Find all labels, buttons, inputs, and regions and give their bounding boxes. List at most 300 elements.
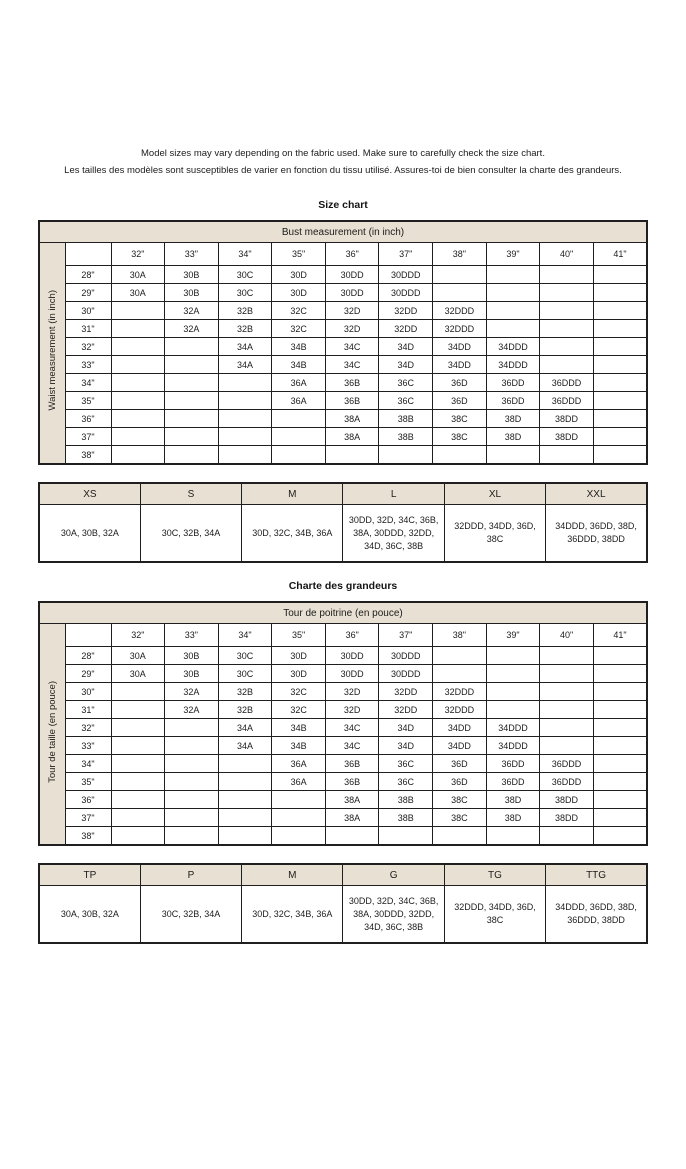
size-cell: [540, 719, 594, 737]
size-cell: 34DD: [433, 338, 487, 356]
size-cell: 32A: [165, 683, 219, 701]
letter-size-table-french: [38, 863, 648, 944]
size-cell: 32B: [218, 320, 272, 338]
size-cell: 34DDD: [486, 737, 540, 755]
size-cell: [433, 284, 487, 302]
size-cell: 30B: [165, 266, 219, 284]
matrix-row: [39, 683, 647, 701]
matrix-row: [39, 302, 647, 320]
size-cell: [218, 410, 272, 428]
size-cell: [111, 737, 165, 755]
size-cell: 38A: [325, 428, 379, 446]
size-cell: 34A: [218, 356, 272, 374]
column-header: 33": [165, 243, 219, 266]
letter-size-header: P: [140, 864, 241, 886]
size-cell: 30DDD: [379, 647, 433, 665]
matrix-axis-header: Bust measurement (in inch): [39, 221, 647, 243]
size-cell: [593, 374, 647, 392]
size-cell: 30DDD: [379, 665, 433, 683]
section-title-french: Charte des grandeurs: [288, 580, 398, 592]
size-cell: [111, 827, 165, 846]
column-header: 32": [111, 243, 165, 266]
size-cell: 36DD: [486, 392, 540, 410]
size-cell: 38A: [325, 809, 379, 827]
size-cell: [540, 647, 594, 665]
size-cell: [272, 827, 326, 846]
size-chart-page: [38, 145, 648, 944]
size-cell: [433, 446, 487, 465]
size-cell: 30A: [111, 665, 165, 683]
size-cell: [165, 755, 219, 773]
size-cell: 38DD: [540, 809, 594, 827]
size-cell: [165, 410, 219, 428]
size-cell: [593, 737, 647, 755]
size-cell: [593, 791, 647, 809]
matrix-row: [39, 827, 647, 846]
size-cell: [486, 446, 540, 465]
size-cell: 30DD: [325, 647, 379, 665]
column-header: 41": [593, 624, 647, 647]
matrix-header-row: [39, 221, 647, 243]
size-cell: [593, 809, 647, 827]
size-cell: 36DDD: [540, 773, 594, 791]
letter-size-values: 32DDD, 34DD, 36D, 38C: [444, 505, 545, 563]
row-label: 31": [65, 701, 111, 719]
size-cell: [593, 428, 647, 446]
matrix-row: [39, 701, 647, 719]
bust-waist-matrix-english: [38, 220, 648, 465]
section-title-english: Size chart: [318, 199, 368, 211]
size-cell: [540, 665, 594, 683]
size-cell: 30C: [218, 665, 272, 683]
size-cell: 36A: [272, 773, 326, 791]
size-cell: [272, 809, 326, 827]
row-label: 32": [65, 338, 111, 356]
size-cell: 32D: [325, 683, 379, 701]
size-cell: 34DD: [433, 719, 487, 737]
size-cell: 36C: [379, 773, 433, 791]
column-header: 41": [593, 243, 647, 266]
size-cell: [111, 320, 165, 338]
size-cell: [379, 446, 433, 465]
size-cell: [593, 701, 647, 719]
size-cell: [165, 446, 219, 465]
size-cell: 30B: [165, 647, 219, 665]
size-cell: 38A: [325, 791, 379, 809]
size-cell: [593, 827, 647, 846]
column-header: 37": [379, 624, 433, 647]
matrix-row: [39, 374, 647, 392]
size-cell: 34D: [379, 737, 433, 755]
size-cell: [433, 266, 487, 284]
size-cell: [218, 809, 272, 827]
column-header: 33": [165, 624, 219, 647]
size-cell: 30D: [272, 665, 326, 683]
matrix-row: [39, 755, 647, 773]
size-cell: 36DDD: [540, 755, 594, 773]
letter-size-values: 30DD, 32D, 34C, 36B, 38A, 30DDD, 32DD, 34D, 36C, 38B: [343, 505, 444, 563]
size-cell: [218, 791, 272, 809]
size-cell: 34A: [218, 338, 272, 356]
column-header: 36": [325, 243, 379, 266]
matrix-row: [39, 719, 647, 737]
size-cell: 34DDD: [486, 719, 540, 737]
size-cell: [165, 737, 219, 755]
column-header: 35": [272, 243, 326, 266]
size-cell: [486, 665, 540, 683]
size-cell: 34A: [218, 737, 272, 755]
column-header: 32": [111, 624, 165, 647]
matrix-side-header: [39, 243, 65, 465]
row-label: 30": [65, 302, 111, 320]
size-cell: 30A: [111, 284, 165, 302]
letter-header-row: [39, 864, 647, 886]
size-cell: [593, 392, 647, 410]
letter-size-header: XXL: [546, 483, 647, 505]
letter-size-header: S: [140, 483, 241, 505]
letter-size-header: TG: [444, 864, 545, 886]
size-cell: 36C: [379, 374, 433, 392]
size-cell: 32DD: [379, 701, 433, 719]
row-label: 35": [65, 392, 111, 410]
size-cell: [272, 428, 326, 446]
size-cell: 38A: [325, 410, 379, 428]
size-cell: 36A: [272, 374, 326, 392]
size-cell: [593, 719, 647, 737]
size-cell: 36C: [379, 755, 433, 773]
size-cell: [111, 374, 165, 392]
matrix-row: [39, 284, 647, 302]
corner-cell: [65, 243, 111, 266]
size-cell: 30DDD: [379, 284, 433, 302]
size-cell: 32DDD: [433, 701, 487, 719]
size-cell: [593, 410, 647, 428]
row-label: 37": [65, 809, 111, 827]
size-cell: 34D: [379, 338, 433, 356]
letter-size-values: 30C, 32B, 34A: [140, 505, 241, 563]
size-cell: 32DD: [379, 683, 433, 701]
size-cell: [540, 446, 594, 465]
size-cell: [486, 701, 540, 719]
size-cell: [165, 374, 219, 392]
size-cell: 38C: [433, 410, 487, 428]
row-label: 33": [65, 737, 111, 755]
letter-size-values: 34DDD, 36DD, 38D, 36DDD, 38DD: [546, 505, 647, 563]
size-cell: 32C: [272, 320, 326, 338]
size-cell: [165, 428, 219, 446]
letter-size-header: XL: [444, 483, 545, 505]
size-cell: 32D: [325, 320, 379, 338]
letter-size-values: 30A, 30B, 32A: [39, 886, 140, 944]
size-cell: [111, 791, 165, 809]
size-cell: 34DDD: [486, 338, 540, 356]
letter-header-row: [39, 483, 647, 505]
size-cell: [165, 338, 219, 356]
size-cell: 36B: [325, 773, 379, 791]
size-cell: 38D: [486, 410, 540, 428]
disclaimer-french: Les tailles des modèles sont susceptibles de varier en fonction du tissu utilisé. Assures-toi de bien consulter la charte des grandeurs.: [64, 165, 622, 176]
size-cell: 36A: [272, 392, 326, 410]
size-cell: 36B: [325, 392, 379, 410]
row-label: 36": [65, 410, 111, 428]
size-cell: 34C: [325, 356, 379, 374]
size-cell: 38C: [433, 791, 487, 809]
size-cell: [540, 683, 594, 701]
matrix-side-label: Tour de taille (en pouce): [46, 680, 58, 783]
size-cell: [218, 392, 272, 410]
size-cell: 30A: [111, 266, 165, 284]
size-cell: [111, 338, 165, 356]
size-cell: [540, 266, 594, 284]
size-cell: 34B: [272, 737, 326, 755]
size-cell: 36D: [433, 773, 487, 791]
letter-size-values: 30D, 32C, 34B, 36A: [242, 886, 343, 944]
size-cell: [486, 284, 540, 302]
size-cell: 36DD: [486, 755, 540, 773]
size-cell: 38D: [486, 791, 540, 809]
column-header: 36": [325, 624, 379, 647]
matrix-row: [39, 320, 647, 338]
matrix-row: [39, 266, 647, 284]
size-cell: [218, 446, 272, 465]
size-cell: 36DDD: [540, 392, 594, 410]
row-label: 35": [65, 773, 111, 791]
size-cell: [540, 737, 594, 755]
size-cell: [486, 320, 540, 338]
size-cell: [218, 374, 272, 392]
size-cell: 30D: [272, 266, 326, 284]
size-cell: [593, 284, 647, 302]
size-cell: [218, 755, 272, 773]
size-cell: [540, 320, 594, 338]
row-label: 38": [65, 827, 111, 846]
matrix-axis-header: Tour de poitrine (en pouce): [39, 602, 647, 624]
size-cell: 38B: [379, 428, 433, 446]
size-cell: [593, 302, 647, 320]
size-cell: 38DD: [540, 410, 594, 428]
size-cell: 38DD: [540, 428, 594, 446]
row-label: 32": [65, 719, 111, 737]
size-cell: 36B: [325, 755, 379, 773]
row-label: 38": [65, 446, 111, 465]
size-cell: 34C: [325, 338, 379, 356]
size-cell: 32A: [165, 701, 219, 719]
size-cell: [593, 665, 647, 683]
size-cell: [593, 338, 647, 356]
row-label: 29": [65, 665, 111, 683]
letter-size-values: 30D, 32C, 34B, 36A: [242, 505, 343, 563]
matrix-row: [39, 773, 647, 791]
size-cell: 32B: [218, 701, 272, 719]
size-cell: 32D: [325, 302, 379, 320]
size-cell: [111, 773, 165, 791]
letter-size-header: M: [242, 864, 343, 886]
size-cell: 32DD: [379, 320, 433, 338]
size-cell: 32A: [165, 302, 219, 320]
size-cell: [272, 446, 326, 465]
size-cell: 30DDD: [379, 266, 433, 284]
size-cell: [111, 446, 165, 465]
column-header: 38": [433, 624, 487, 647]
size-cell: [540, 302, 594, 320]
row-label: 30": [65, 683, 111, 701]
size-cell: 32DDD: [433, 302, 487, 320]
row-label: 29": [65, 284, 111, 302]
size-cell: [379, 827, 433, 846]
size-cell: [593, 320, 647, 338]
matrix-row: [39, 665, 647, 683]
size-cell: [325, 827, 379, 846]
size-cell: [540, 701, 594, 719]
size-cell: [111, 719, 165, 737]
letter-size-header: M: [242, 483, 343, 505]
size-cell: 30C: [218, 647, 272, 665]
size-cell: 32A: [165, 320, 219, 338]
letter-size-values: 34DDD, 36DD, 38D, 36DDD, 38DD: [546, 886, 647, 944]
size-cell: 36A: [272, 755, 326, 773]
size-cell: 36C: [379, 392, 433, 410]
size-cell: 38B: [379, 410, 433, 428]
size-cell: 36DD: [486, 374, 540, 392]
matrix-row: [39, 338, 647, 356]
column-header: 35": [272, 624, 326, 647]
size-cell: 32DD: [379, 302, 433, 320]
size-cell: [593, 683, 647, 701]
size-cell: [165, 392, 219, 410]
letter-size-header: TTG: [546, 864, 647, 886]
letter-size-header: G: [343, 864, 444, 886]
size-cell: 30B: [165, 665, 219, 683]
matrix-row: [39, 647, 647, 665]
size-cell: [486, 266, 540, 284]
letter-size-values: 30C, 32B, 34A: [140, 886, 241, 944]
row-label: 37": [65, 428, 111, 446]
size-cell: [165, 356, 219, 374]
size-cell: [111, 809, 165, 827]
size-cell: [165, 827, 219, 846]
size-cell: 34B: [272, 719, 326, 737]
row-label: 36": [65, 791, 111, 809]
letter-size-table-english: [38, 482, 648, 563]
row-label: 34": [65, 755, 111, 773]
size-cell: [165, 719, 219, 737]
size-cell: 32C: [272, 701, 326, 719]
size-cell: [540, 356, 594, 374]
size-cell: [540, 338, 594, 356]
size-cell: [486, 827, 540, 846]
size-cell: [433, 647, 487, 665]
size-cell: [540, 827, 594, 846]
fabric-disclaimer: [38, 145, 648, 179]
size-cell: 34C: [325, 719, 379, 737]
letter-values-row: [39, 886, 647, 944]
size-cell: 30A: [111, 647, 165, 665]
size-cell: 34DDD: [486, 356, 540, 374]
size-cell: 34DD: [433, 737, 487, 755]
matrix-row: [39, 446, 647, 465]
matrix-row: [39, 392, 647, 410]
size-cell: 32D: [325, 701, 379, 719]
size-cell: 38B: [379, 791, 433, 809]
size-cell: [218, 773, 272, 791]
letter-size-values: 32DDD, 34DD, 36D, 38C: [444, 886, 545, 944]
size-cell: 36D: [433, 392, 487, 410]
size-cell: 38B: [379, 809, 433, 827]
row-label: 34": [65, 374, 111, 392]
size-cell: [433, 827, 487, 846]
size-cell: 30C: [218, 284, 272, 302]
size-cell: 32B: [218, 302, 272, 320]
size-cell: 34C: [325, 737, 379, 755]
size-cell: 38DD: [540, 791, 594, 809]
size-cell: 30B: [165, 284, 219, 302]
size-cell: 32B: [218, 683, 272, 701]
size-cell: [218, 428, 272, 446]
size-cell: [272, 791, 326, 809]
row-label: 31": [65, 320, 111, 338]
matrix-side-header: [39, 624, 65, 846]
letter-size-values: 30DD, 32D, 34C, 36B, 38A, 30DDD, 32DD, 34D, 36C, 38B: [343, 886, 444, 944]
size-cell: 38C: [433, 809, 487, 827]
size-cell: 32C: [272, 302, 326, 320]
row-label: 33": [65, 356, 111, 374]
matrix-row: [39, 737, 647, 755]
size-cell: 30D: [272, 284, 326, 302]
matrix-row: [39, 809, 647, 827]
size-cell: [593, 773, 647, 791]
size-cell: [593, 266, 647, 284]
column-header: 40": [540, 624, 594, 647]
size-cell: [486, 683, 540, 701]
size-cell: [593, 446, 647, 465]
size-cell: 36B: [325, 374, 379, 392]
size-cell: [218, 827, 272, 846]
size-cell: 38D: [486, 428, 540, 446]
disclaimer-english: Model sizes may vary depending on the fabric used. Make sure to carefully check the size chart.: [141, 148, 545, 159]
letter-size-header: L: [343, 483, 444, 505]
size-cell: 36D: [433, 374, 487, 392]
matrix-row: [39, 356, 647, 374]
matrix-row: [39, 428, 647, 446]
size-cell: [272, 410, 326, 428]
matrix-header-row: [39, 602, 647, 624]
size-cell: 32DDD: [433, 320, 487, 338]
size-cell: 32DDD: [433, 683, 487, 701]
column-header: 38": [433, 243, 487, 266]
size-cell: [165, 773, 219, 791]
size-cell: [165, 791, 219, 809]
size-cell: 38C: [433, 428, 487, 446]
size-cell: 34DD: [433, 356, 487, 374]
size-cell: [111, 410, 165, 428]
size-cell: [111, 701, 165, 719]
column-header: 34": [218, 243, 272, 266]
bust-waist-matrix-french: [38, 601, 648, 846]
matrix-row: [39, 410, 647, 428]
size-cell: 36DD: [486, 773, 540, 791]
size-cell: 36D: [433, 755, 487, 773]
column-header: 40": [540, 243, 594, 266]
size-cell: [111, 755, 165, 773]
letter-size-header: XS: [39, 483, 140, 505]
row-label: 28": [65, 266, 111, 284]
column-header: 39": [486, 243, 540, 266]
size-cell: 34D: [379, 719, 433, 737]
size-cell: [540, 284, 594, 302]
column-header: 34": [218, 624, 272, 647]
size-cell: [486, 302, 540, 320]
size-cell: [593, 647, 647, 665]
